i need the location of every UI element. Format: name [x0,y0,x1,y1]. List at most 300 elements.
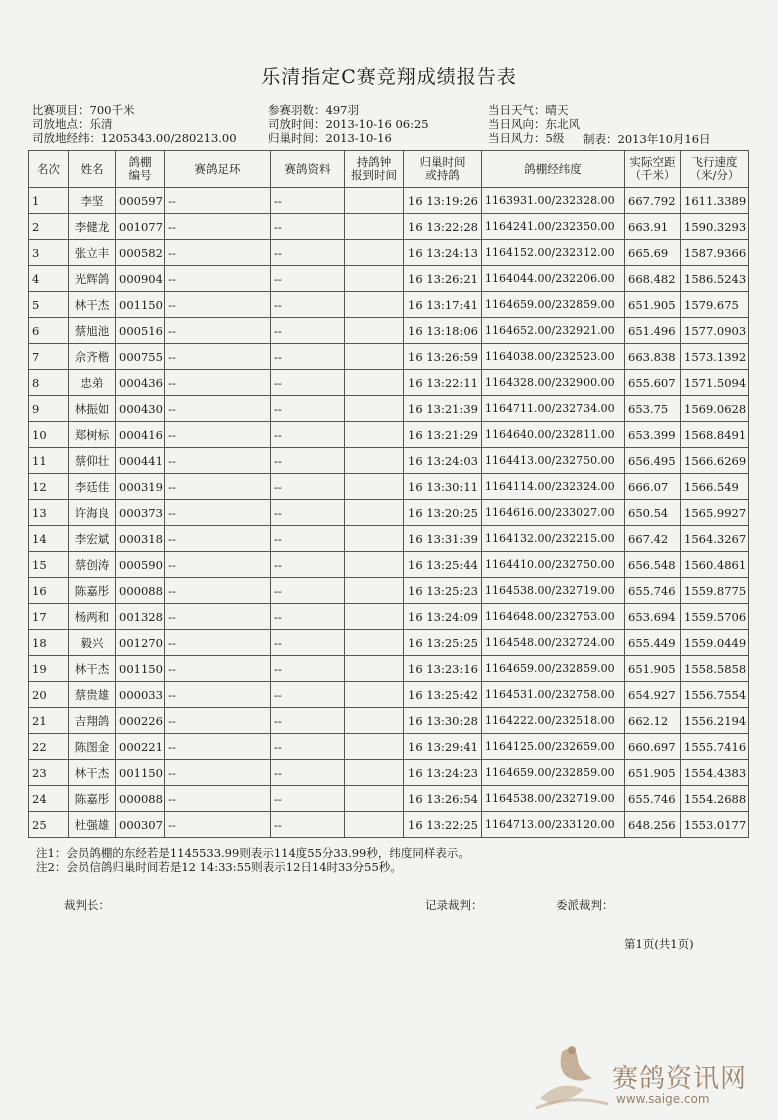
cell-name: 林干杰 [69,760,116,786]
cell-ring: -- [165,786,271,812]
cell-pigeon-info: -- [271,682,345,708]
cell-clock-time [345,266,404,292]
race-info-column-1 [32,103,237,145]
cell-pigeon-info: -- [271,734,345,760]
cell-pigeon-info: -- [271,266,345,292]
cell-coordinates: 1164125.00/232659.00 [482,734,625,760]
cell-coordinates: 1164241.00/232350.00 [482,214,625,240]
cell-name: 光辉鸽 [69,266,116,292]
cell-arrival-time: 16 13:22:25 [404,812,482,838]
cell-speed: 1568.8491 [681,422,749,448]
cell-pen-number: 000904 [116,266,165,292]
cell-arrival-time: 16 13:26:21 [404,266,482,292]
header-distance: 实际空距 （千米） [625,151,681,188]
cell-distance: 654.927 [625,682,681,708]
cell-clock-time [345,396,404,422]
cell-speed: 1577.0903 [681,318,749,344]
table-row [29,656,749,682]
cell-arrival-time: 16 13:31:39 [404,526,482,552]
cell-speed: 1556.2194 [681,708,749,734]
cell-speed: 1571.5094 [681,370,749,396]
cell-coordinates: 1164328.00/232900.00 [482,370,625,396]
cell-clock-time [345,448,404,474]
cell-rank: 2 [29,214,69,240]
cell-distance: 656.495 [625,448,681,474]
cell-pen-number: 000088 [116,578,165,604]
header-pen-number: 鸽棚 编号 [116,151,165,188]
cell-distance: 655.607 [625,370,681,396]
cell-distance: 648.256 [625,812,681,838]
header-ring: 赛鸽足环 [165,151,271,188]
cell-clock-time [345,370,404,396]
cell-speed: 1553.0177 [681,812,749,838]
cell-rank: 22 [29,734,69,760]
cell-clock-time [345,214,404,240]
cell-name: 杜强雄 [69,812,116,838]
table-row [29,526,749,552]
cell-coordinates: 1164713.00/233120.00 [482,812,625,838]
cell-rank: 4 [29,266,69,292]
release-coordinates: 司放地经纬：1205343.00/280213.00 [32,131,237,145]
race-info-column-2 [268,103,429,145]
table-row [29,708,749,734]
cell-clock-time [345,318,404,344]
table-row [29,240,749,266]
cell-coordinates: 1164114.00/232324.00 [482,474,625,500]
table-row [29,682,749,708]
wind-force: 当日风力：5级 [488,131,565,145]
cell-distance: 663.91 [625,214,681,240]
cell-pigeon-info: -- [271,630,345,656]
cell-distance: 653.399 [625,422,681,448]
cell-speed: 1559.8775 [681,578,749,604]
cell-coordinates: 1164410.00/232750.00 [482,552,625,578]
cell-rank: 10 [29,422,69,448]
cell-rank: 19 [29,656,69,682]
cell-ring: -- [165,500,271,526]
table-row [29,604,749,630]
cell-rank: 16 [29,578,69,604]
cell-name: 张立丰 [69,240,116,266]
cell-pen-number: 000597 [116,188,165,214]
cell-name: 蔡旭池 [69,318,116,344]
cell-pen-number: 000319 [116,474,165,500]
cell-coordinates: 1164548.00/232724.00 [482,630,625,656]
table-row [29,188,749,214]
cell-rank: 21 [29,708,69,734]
cell-speed: 1566.549 [681,474,749,500]
cell-pen-number: 001150 [116,656,165,682]
cell-arrival-time: 16 13:18:06 [404,318,482,344]
cell-coordinates: 1164711.00/232734.00 [482,396,625,422]
footnotes [36,846,470,874]
cell-coordinates: 1164659.00/232859.00 [482,656,625,682]
cell-pigeon-info: -- [271,786,345,812]
table-row [29,734,749,760]
cell-coordinates: 1164038.00/232523.00 [482,344,625,370]
cell-name: 林干杰 [69,656,116,682]
cell-pen-number: 001150 [116,292,165,318]
cell-coordinates: 1164659.00/232859.00 [482,292,625,318]
cell-speed: 1587.9366 [681,240,749,266]
cell-ring: -- [165,214,271,240]
cell-clock-time [345,604,404,630]
cell-ring: -- [165,266,271,292]
cell-name: 李宏斌 [69,526,116,552]
cell-coordinates: 1164413.00/232750.00 [482,448,625,474]
cell-ring: -- [165,318,271,344]
cell-clock-time [345,682,404,708]
cell-distance: 668.482 [625,266,681,292]
table-row [29,370,749,396]
table-header-row [29,151,749,188]
cell-arrival-time: 16 13:25:25 [404,630,482,656]
cell-rank: 18 [29,630,69,656]
cell-name: 李廷佳 [69,474,116,500]
cell-coordinates: 1164648.00/232753.00 [482,604,625,630]
cell-speed: 1611.3389 [681,188,749,214]
cell-ring: -- [165,552,271,578]
cell-arrival-time: 16 13:23:16 [404,656,482,682]
cell-ring: -- [165,630,271,656]
cell-distance: 655.746 [625,786,681,812]
cell-ring: -- [165,188,271,214]
cell-ring: -- [165,708,271,734]
cell-speed: 1559.5706 [681,604,749,630]
cell-rank: 3 [29,240,69,266]
cell-arrival-time: 16 13:26:54 [404,786,482,812]
cell-pigeon-info: -- [271,708,345,734]
cell-pen-number: 000582 [116,240,165,266]
release-time: 司放时间：2013-10-16 06:25 [268,117,429,131]
cell-rank: 11 [29,448,69,474]
cell-clock-time [345,552,404,578]
footnote-2: 注2：会员信鸽归巢时间若是12 14:33:55则表示12日14时33分55秒。 [36,860,402,874]
table-row [29,448,749,474]
cell-pen-number: 000755 [116,344,165,370]
cell-pen-number: 000221 [116,734,165,760]
cell-arrival-time: 16 13:30:11 [404,474,482,500]
cell-speed: 1566.6269 [681,448,749,474]
watermark-site-name: 赛鸽资讯网 [612,1064,748,1094]
cell-ring: -- [165,448,271,474]
cell-coordinates: 1164531.00/232758.00 [482,682,625,708]
cell-speed: 1565.9927 [681,500,749,526]
cell-pigeon-info: -- [271,500,345,526]
cell-pen-number: 000318 [116,526,165,552]
cell-speed: 1564.3267 [681,526,749,552]
report-title: 乐清指定C赛竞翔成绩报告表 [261,66,517,88]
table-row [29,552,749,578]
cell-rank: 9 [29,396,69,422]
cell-name: 林振如 [69,396,116,422]
cell-ring: -- [165,812,271,838]
cell-name: 蔡创涛 [69,552,116,578]
cell-rank: 24 [29,786,69,812]
cell-name: 林干杰 [69,292,116,318]
header-rank: 名次 [29,151,69,188]
cell-coordinates: 1164044.00/232206.00 [482,266,625,292]
cell-pen-number: 000033 [116,682,165,708]
cell-arrival-time: 16 13:19:26 [404,188,482,214]
cell-clock-time [345,292,404,318]
cell-pigeon-info: -- [271,760,345,786]
cell-distance: 660.697 [625,734,681,760]
cell-distance: 655.449 [625,630,681,656]
cell-pen-number: 000430 [116,396,165,422]
table-row [29,812,749,838]
cell-clock-time [345,422,404,448]
cell-distance: 655.746 [625,578,681,604]
footnote-1: 注1：会员鸽棚的东经若是1145533.99则表示114度55分33.99秒，纬度同样表示。 [36,846,470,860]
cell-pen-number: 001270 [116,630,165,656]
cell-coordinates: 1164132.00/232215.00 [482,526,625,552]
cell-clock-time [345,708,404,734]
cell-clock-time [345,500,404,526]
cell-coordinates: 1164616.00/233027.00 [482,500,625,526]
cell-rank: 1 [29,188,69,214]
cell-pigeon-info: -- [271,448,345,474]
cell-name: 陈图金 [69,734,116,760]
table-row [29,396,749,422]
header-pigeon-info: 赛鸽资料 [271,151,345,188]
header-name: 姓名 [69,151,116,188]
cell-arrival-time: 16 13:17:41 [404,292,482,318]
cell-speed: 1554.4383 [681,760,749,786]
cell-rank: 25 [29,812,69,838]
cell-pigeon-info: -- [271,292,345,318]
table-row [29,318,749,344]
pigeon-logo-icon [532,1038,612,1114]
cell-ring: -- [165,656,271,682]
cell-pigeon-info: -- [271,604,345,630]
chief-referee-label: 裁判长： [64,898,110,912]
cell-arrival-time: 16 13:24:13 [404,240,482,266]
cell-speed: 1559.0449 [681,630,749,656]
table-row [29,474,749,500]
cell-arrival-time: 16 13:21:29 [404,422,482,448]
cell-rank: 13 [29,500,69,526]
cell-arrival-time: 16 13:22:28 [404,214,482,240]
cell-clock-time [345,526,404,552]
page-number: 第1页(共1页) [624,937,694,951]
weather: 当日天气：晴天 [488,103,569,117]
cell-pigeon-info: -- [271,526,345,552]
cell-coordinates: 1164659.00/232859.00 [482,760,625,786]
cell-speed: 1556.7554 [681,682,749,708]
cell-pigeon-info: -- [271,422,345,448]
cell-ring: -- [165,474,271,500]
cell-pen-number: 000226 [116,708,165,734]
header-coordinates: 鸽棚经纬度 [482,151,625,188]
cell-coordinates: 1164538.00/232719.00 [482,578,625,604]
cell-distance: 651.496 [625,318,681,344]
cell-rank: 23 [29,760,69,786]
cell-distance: 651.905 [625,656,681,682]
cell-clock-time [345,474,404,500]
cell-coordinates: 1164640.00/232811.00 [482,422,625,448]
cell-clock-time [345,734,404,760]
table-row [29,266,749,292]
table-row [29,422,749,448]
cell-ring: -- [165,734,271,760]
table-row [29,292,749,318]
cell-speed: 1586.5243 [681,266,749,292]
cell-pigeon-info: -- [271,240,345,266]
cell-name: 李坚 [69,188,116,214]
header-speed: 飞行速度 （米/分） [681,151,749,188]
cell-speed: 1554.2688 [681,786,749,812]
cell-ring: -- [165,344,271,370]
cell-pen-number: 000307 [116,812,165,838]
cell-ring: -- [165,682,271,708]
release-location: 司放地点：乐清 [32,117,113,131]
cell-distance: 656.548 [625,552,681,578]
cell-ring: -- [165,604,271,630]
cell-arrival-time: 16 13:24:09 [404,604,482,630]
cell-name: 陈嘉彤 [69,578,116,604]
cell-arrival-time: 16 13:26:59 [404,344,482,370]
cell-distance: 666.07 [625,474,681,500]
cell-distance: 653.75 [625,396,681,422]
cell-pen-number: 001328 [116,604,165,630]
cell-ring: -- [165,240,271,266]
prepared-date: 制表：2013年10月16日 [583,132,711,146]
cell-ring: -- [165,422,271,448]
cell-pigeon-info: -- [271,214,345,240]
results-table [28,150,749,838]
cell-name: 郑树标 [69,422,116,448]
cell-coordinates: 1164152.00/232312.00 [482,240,625,266]
cell-pigeon-info: -- [271,318,345,344]
race-info-column-3 [488,103,580,145]
wind-direction: 当日风向：东北风 [488,117,580,131]
cell-pigeon-info: -- [271,552,345,578]
cell-ring: -- [165,370,271,396]
cell-arrival-time: 16 13:24:23 [404,760,482,786]
cell-name: 蔡仰壮 [69,448,116,474]
cell-rank: 12 [29,474,69,500]
header-clock-time: 持鸽钟 报到时间 [345,151,404,188]
cell-pen-number: 001150 [116,760,165,786]
cell-speed: 1558.5858 [681,656,749,682]
cell-name: 杨两和 [69,604,116,630]
cell-pigeon-info: -- [271,656,345,682]
cell-arrival-time: 16 13:22:11 [404,370,482,396]
cell-clock-time [345,188,404,214]
cell-distance: 667.792 [625,188,681,214]
cell-clock-time [345,344,404,370]
cell-clock-time [345,240,404,266]
cell-coordinates: 1164538.00/232719.00 [482,786,625,812]
delegated-referee-label: 委派裁判： [556,898,614,912]
cell-distance: 651.905 [625,292,681,318]
cell-rank: 20 [29,682,69,708]
cell-rank: 6 [29,318,69,344]
cell-speed: 1560.4861 [681,552,749,578]
cell-arrival-time: 16 13:25:42 [404,682,482,708]
cell-distance: 667.42 [625,526,681,552]
cell-coordinates: 1163931.00/232328.00 [482,188,625,214]
cell-distance: 651.905 [625,760,681,786]
cell-rank: 15 [29,552,69,578]
cell-speed: 1590.3293 [681,214,749,240]
cell-arrival-time: 16 13:25:44 [404,552,482,578]
cell-pigeon-info: -- [271,578,345,604]
cell-ring: -- [165,396,271,422]
cell-clock-time [345,760,404,786]
race-distance: 比赛项目：700千米 [32,103,135,117]
cell-rank: 17 [29,604,69,630]
return-date: 归巢时间：2013-10-16 [268,131,392,145]
cell-clock-time [345,656,404,682]
cell-pen-number: 000590 [116,552,165,578]
cell-rank: 8 [29,370,69,396]
cell-pigeon-info: -- [271,344,345,370]
table-row [29,630,749,656]
table-row [29,214,749,240]
cell-name: 陈嘉彤 [69,786,116,812]
recording-referee-label: 记录裁判： [425,898,483,912]
cell-pigeon-info: -- [271,370,345,396]
table-row [29,344,749,370]
cell-pen-number: 000416 [116,422,165,448]
cell-name: 李健龙 [69,214,116,240]
cell-pigeon-info: -- [271,188,345,214]
cell-arrival-time: 16 13:20:25 [404,500,482,526]
table-row [29,500,749,526]
cell-arrival-time: 16 13:24:03 [404,448,482,474]
cell-distance: 662.12 [625,708,681,734]
cell-arrival-time: 16 13:30:28 [404,708,482,734]
cell-pen-number: 000441 [116,448,165,474]
cell-pen-number: 000436 [116,370,165,396]
cell-speed: 1579.675 [681,292,749,318]
cell-ring: -- [165,578,271,604]
cell-rank: 7 [29,344,69,370]
cell-coordinates: 1164652.00/232921.00 [482,318,625,344]
cell-speed: 1573.1392 [681,344,749,370]
cell-distance: 653.694 [625,604,681,630]
cell-distance: 665.69 [625,240,681,266]
cell-pen-number: 000088 [116,786,165,812]
cell-arrival-time: 16 13:25:23 [404,578,482,604]
cell-arrival-time: 16 13:29:41 [404,734,482,760]
table-row [29,786,749,812]
cell-name: 蔡贵雄 [69,682,116,708]
cell-name: 许海良 [69,500,116,526]
cell-ring: -- [165,760,271,786]
cell-pen-number: 000516 [116,318,165,344]
cell-clock-time [345,630,404,656]
cell-pen-number: 000373 [116,500,165,526]
cell-arrival-time: 16 13:21:39 [404,396,482,422]
table-row [29,760,749,786]
cell-clock-time [345,786,404,812]
cell-name: 忠弟 [69,370,116,396]
cell-name: 吉翔鸽 [69,708,116,734]
cell-pigeon-info: -- [271,396,345,422]
cell-speed: 1569.0628 [681,396,749,422]
cell-coordinates: 1164222.00/232518.00 [482,708,625,734]
cell-distance: 663.838 [625,344,681,370]
watermark-url: www.saige.com [616,1092,710,1106]
cell-clock-time [345,812,404,838]
cell-name: 佘齐楷 [69,344,116,370]
table-row [29,578,749,604]
cell-pen-number: 001077 [116,214,165,240]
cell-rank: 5 [29,292,69,318]
